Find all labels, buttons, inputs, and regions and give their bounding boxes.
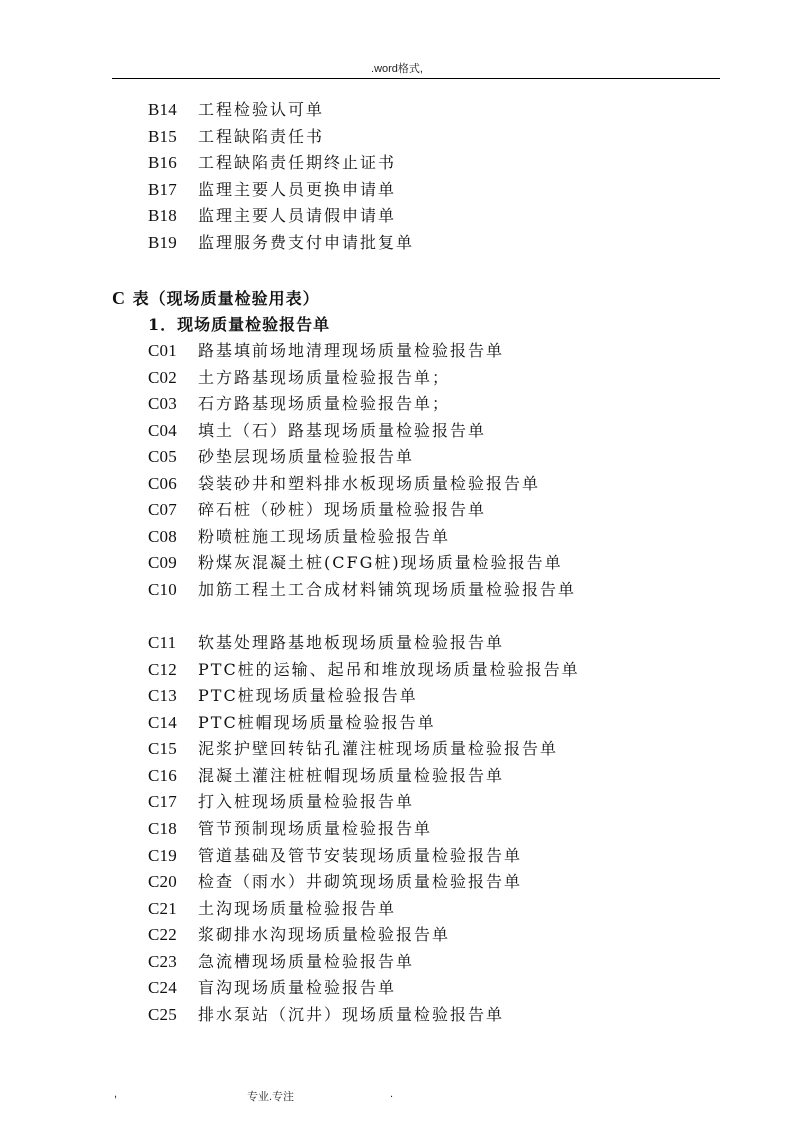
item-title: 土方路基现场质量检验报告单； xyxy=(198,368,451,387)
item-code: C19 xyxy=(148,846,177,865)
list-item xyxy=(148,578,576,602)
list-item xyxy=(148,551,563,575)
list-item xyxy=(148,498,486,522)
item-title: 粉喷桩施工现场质量检验报告单 xyxy=(198,527,451,546)
list-item xyxy=(148,231,414,255)
item-code: C02 xyxy=(148,368,177,387)
list-item xyxy=(148,631,504,655)
item-code: C04 xyxy=(148,421,177,440)
item-title: 管道基础及管节安装现场质量检验报告单 xyxy=(198,846,523,865)
item-code: C12 xyxy=(148,660,177,679)
item-code: B14 xyxy=(148,100,177,119)
item-code: C14 xyxy=(148,713,177,732)
item-title: 工程缺陷责任书 xyxy=(198,127,325,146)
list-item xyxy=(148,870,522,894)
item-title: 路基填前场地清理现场质量检验报告单 xyxy=(198,341,505,360)
list-item xyxy=(148,392,450,416)
item-code: B15 xyxy=(148,127,177,146)
header-rule xyxy=(112,78,720,79)
section-heading-text: 表（现场质量检验用表） xyxy=(132,289,320,308)
item-code: C05 xyxy=(148,447,177,466)
item-title: 碎石桩（砂桩）现场质量检验报告单 xyxy=(198,500,487,519)
item-title: 土沟现场质量检验报告单 xyxy=(198,899,397,918)
item-title: 混凝土灌注桩桩帽现场质量检验报告单 xyxy=(198,766,505,785)
item-code: C01 xyxy=(148,341,177,360)
list-item xyxy=(148,950,414,974)
list-item xyxy=(148,817,432,841)
item-code: C15 xyxy=(148,739,177,758)
item-code: C09 xyxy=(148,553,177,572)
item-code: C22 xyxy=(148,925,177,944)
item-title: 工程检验认可单 xyxy=(198,100,325,119)
item-title: PTC桩的运输、起吊和堆放现场质量检验报告单 xyxy=(198,660,580,679)
item-title: 监理主要人员请假申请单 xyxy=(198,206,397,225)
item-code: C16 xyxy=(148,766,177,785)
list-item xyxy=(148,658,580,682)
footer-left: , xyxy=(114,1088,118,1100)
item-title: 排水泵站（沉井）现场质量检验报告单 xyxy=(198,1005,505,1024)
list-item xyxy=(148,98,324,122)
item-code: C23 xyxy=(148,952,177,971)
item-code: C11 xyxy=(148,633,177,652)
list-item xyxy=(148,923,450,947)
list-item xyxy=(148,472,540,496)
list-item xyxy=(148,1003,504,1027)
list-item xyxy=(148,711,436,735)
list-item xyxy=(148,976,396,1000)
list-item xyxy=(148,844,522,868)
item-title: 检查（雨水）井砌筑现场质量检验报告单 xyxy=(198,872,523,891)
item-code: C10 xyxy=(148,580,177,599)
list-item xyxy=(148,790,414,814)
sub-heading: 1．现场质量检验报告单 xyxy=(148,315,331,334)
list-item xyxy=(148,764,504,788)
list-item xyxy=(148,178,396,202)
section-letter: C xyxy=(112,288,126,308)
list-item xyxy=(148,125,324,149)
list-item xyxy=(148,684,418,708)
item-title: 石方路基现场质量检验报告单； xyxy=(198,394,451,413)
section-heading xyxy=(112,286,320,310)
item-title: 砂垫层现场质量检验报告单 xyxy=(198,447,415,466)
item-code: C06 xyxy=(148,474,177,493)
item-code: B18 xyxy=(148,206,177,225)
item-title: 监理主要人员更换申请单 xyxy=(198,180,397,199)
item-code: B17 xyxy=(148,180,177,199)
item-title: 加筋工程土工合成材料铺筑现场质量检验报告单 xyxy=(198,580,577,599)
item-code: B16 xyxy=(148,153,177,172)
item-code: C20 xyxy=(148,872,177,891)
item-code: C24 xyxy=(148,978,177,997)
item-title: 监理服务费支付申请批复单 xyxy=(198,233,415,252)
footer-right: . xyxy=(390,1088,394,1100)
item-title: 急流槽现场质量检验报告单 xyxy=(198,952,415,971)
list-item xyxy=(148,366,450,390)
item-title: 工程缺陷责任期终止证书 xyxy=(198,153,397,172)
item-title: PTC桩现场质量检验报告单 xyxy=(198,686,418,705)
page-header: .word格式, xyxy=(371,63,423,75)
list-item xyxy=(148,525,450,549)
item-code: C21 xyxy=(148,899,177,918)
item-title: 软基处理路基地板现场质量检验报告单 xyxy=(198,633,505,652)
item-code: C18 xyxy=(148,819,177,838)
item-code: C25 xyxy=(148,1005,177,1024)
item-title: 管节预制现场质量检验报告单 xyxy=(198,819,433,838)
item-code: C08 xyxy=(148,527,177,546)
item-title: 粉煤灰混凝土桩(CFG桩)现场质量检验报告单 xyxy=(198,553,563,572)
list-item xyxy=(148,339,504,363)
item-title: PTC桩帽现场质量检验报告单 xyxy=(198,713,436,732)
item-title: 打入桩现场质量检验报告单 xyxy=(198,792,415,811)
footer-center: 专业.专注 xyxy=(247,1091,295,1103)
item-title: 填土（石）路基现场质量检验报告单 xyxy=(198,421,487,440)
item-code: C17 xyxy=(148,792,177,811)
item-title: 袋装砂井和塑料排水板现场质量检验报告单 xyxy=(198,474,541,493)
item-code: C03 xyxy=(148,394,177,413)
list-item xyxy=(148,897,396,921)
item-title: 盲沟现场质量检验报告单 xyxy=(198,978,397,997)
item-code: C07 xyxy=(148,500,177,519)
list-item xyxy=(148,204,396,228)
item-title: 浆砌排水沟现场质量检验报告单 xyxy=(198,925,451,944)
list-item xyxy=(148,445,414,469)
list-item xyxy=(148,737,558,761)
item-title: 泥浆护壁回转钻孔灌注桩现场质量检验报告单 xyxy=(198,739,559,758)
list-item xyxy=(148,151,396,175)
item-code: C13 xyxy=(148,686,177,705)
item-code: B19 xyxy=(148,233,177,252)
list-item xyxy=(148,419,486,443)
